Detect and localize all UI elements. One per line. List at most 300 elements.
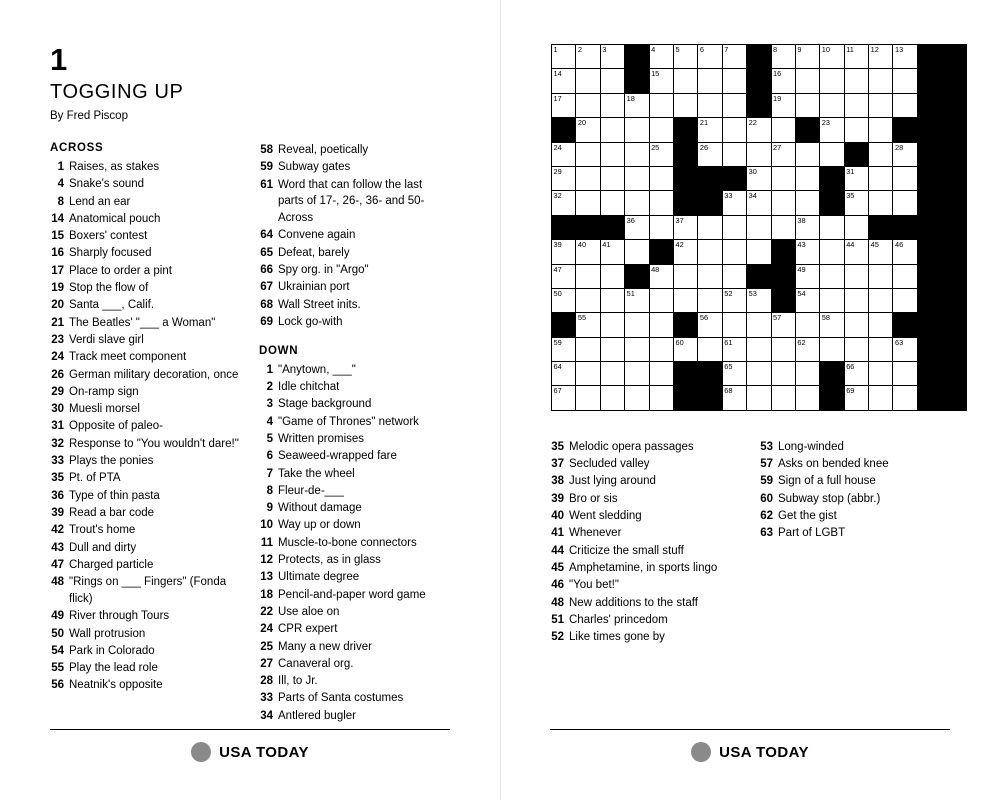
grid-cell[interactable]	[552, 69, 576, 93]
grid-cell[interactable]	[576, 118, 600, 142]
grid-cell[interactable]	[576, 240, 600, 264]
grid-cell[interactable]	[771, 313, 795, 337]
grid-cell[interactable]	[893, 362, 917, 386]
grid-cell[interactable]	[698, 118, 722, 142]
clue-number: 17	[51, 264, 64, 277]
grid-cell[interactable]	[722, 45, 746, 69]
grid-cell-number: 5	[675, 45, 680, 54]
usa-today-circle-icon	[691, 742, 711, 762]
clue-number: 61	[260, 178, 273, 191]
grid-cell[interactable]	[771, 118, 795, 142]
grid-cell-number: 4	[651, 45, 656, 54]
grid-cell[interactable]	[649, 118, 673, 142]
grid-cell[interactable]	[722, 264, 746, 288]
grid-cell[interactable]	[795, 240, 819, 264]
grid-cell[interactable]	[600, 337, 624, 361]
grid-cell[interactable]	[673, 215, 697, 239]
clue-text: Track meet component	[69, 351, 187, 364]
grid-cell[interactable]	[552, 337, 576, 361]
grid-cell[interactable]	[698, 240, 722, 264]
grid-cell-number: 61	[724, 337, 733, 347]
grid-cell[interactable]	[747, 191, 771, 215]
clue-item	[259, 466, 450, 483]
grid-row	[552, 191, 967, 215]
grid-cell[interactable]	[576, 362, 600, 386]
grid-cell[interactable]	[869, 69, 893, 93]
grid-cell[interactable]	[795, 191, 819, 215]
grid-cell[interactable]	[771, 191, 795, 215]
grid-cell[interactable]	[673, 69, 697, 93]
grid-cell[interactable]	[722, 69, 746, 93]
grid-cell[interactable]	[649, 264, 673, 288]
grid-cell-number: 3	[602, 45, 607, 54]
grid-cell[interactable]	[625, 118, 649, 142]
grid-cell-block	[698, 166, 722, 190]
clue-item	[50, 228, 241, 245]
grid-cell-block	[917, 288, 941, 312]
grid-cell-number: 64	[553, 362, 562, 372]
grid-cell[interactable]	[893, 45, 917, 69]
grid-cell-number: 6	[699, 45, 704, 54]
grid-cell-block	[917, 264, 941, 288]
grid-cell[interactable]	[771, 45, 795, 69]
clue-item	[50, 574, 241, 608]
grid-cell[interactable]	[795, 45, 819, 69]
grid-cell[interactable]	[820, 288, 844, 312]
grid-cell[interactable]	[600, 264, 624, 288]
grid-cell[interactable]	[698, 93, 722, 117]
grid-cell[interactable]	[576, 45, 600, 69]
grid-cell[interactable]	[771, 337, 795, 361]
clue-number: 3	[266, 398, 273, 411]
grid-cell[interactable]	[747, 288, 771, 312]
clue-text: Idle chitchat	[278, 381, 340, 394]
grid-cell[interactable]	[649, 313, 673, 337]
grid-cell[interactable]	[869, 386, 893, 410]
grid-cell[interactable]	[869, 93, 893, 117]
grid-cell[interactable]	[869, 362, 893, 386]
grid-cell[interactable]	[649, 69, 673, 93]
grid-cell[interactable]	[600, 191, 624, 215]
grid-cell[interactable]	[649, 288, 673, 312]
grid-cell[interactable]	[795, 142, 819, 166]
grid-cell[interactable]	[747, 362, 771, 386]
grid-cell[interactable]	[698, 215, 722, 239]
grid-cell[interactable]	[747, 337, 771, 361]
grid-cell[interactable]	[722, 191, 746, 215]
grid-cell[interactable]	[893, 69, 917, 93]
grid-cell[interactable]	[795, 93, 819, 117]
grid-cell[interactable]	[771, 93, 795, 117]
clue-text: Asks on bended knee	[778, 458, 889, 471]
grid-cell[interactable]	[820, 45, 844, 69]
clue-item	[259, 517, 450, 534]
clue-text: Word that can follow the last parts of 17-, 26-, 36- and 50-Across	[278, 178, 425, 225]
clue-item	[550, 543, 741, 560]
grid-cell[interactable]	[893, 288, 917, 312]
clue-text: Secluded valley	[569, 458, 650, 471]
clue-text: Defeat, barely	[278, 246, 350, 259]
grid-cell[interactable]	[552, 240, 576, 264]
clue-number: 8	[266, 484, 273, 497]
grid-cell[interactable]	[698, 313, 722, 337]
grid-cell[interactable]	[893, 264, 917, 288]
grid-cell-number: 58	[821, 313, 831, 323]
clue-number: 39	[51, 506, 64, 519]
grid-cell[interactable]	[576, 337, 600, 361]
grid-cell[interactable]	[869, 288, 893, 312]
grid-cell[interactable]	[844, 215, 868, 239]
grid-cell[interactable]	[552, 191, 576, 215]
clue-item	[259, 379, 450, 396]
grid-cell[interactable]	[600, 166, 624, 190]
grid-cell[interactable]	[820, 313, 844, 337]
grid-cell[interactable]	[869, 264, 893, 288]
clue-text: Response to "You wouldn't dare!"	[69, 437, 239, 450]
grid-cell[interactable]	[698, 142, 722, 166]
grid-cell[interactable]	[673, 93, 697, 117]
grid-cell[interactable]	[552, 362, 576, 386]
grid-cell[interactable]	[893, 191, 917, 215]
grid-cell[interactable]	[820, 264, 844, 288]
grid-cell[interactable]	[795, 215, 819, 239]
grid-cell-number: 51	[626, 288, 635, 298]
grid-cell[interactable]	[893, 386, 917, 410]
clue-text: Read a bar code	[69, 506, 155, 519]
grid-cell[interactable]	[844, 264, 868, 288]
grid-cell[interactable]	[552, 166, 576, 190]
clue-number: 43	[51, 541, 64, 554]
clue-number: 42	[51, 524, 64, 537]
clue-text: Convene again	[278, 229, 356, 242]
clue-text: Opposite of paleo-	[69, 420, 163, 433]
grid-cell[interactable]	[747, 386, 771, 410]
clue-text: Subway stop (abbr.)	[778, 492, 881, 505]
grid-cell-number: 36	[626, 215, 635, 225]
grid-cell[interactable]	[844, 386, 868, 410]
grid-cell[interactable]	[820, 93, 844, 117]
grid-cell[interactable]	[869, 142, 893, 166]
grid-cell[interactable]	[600, 362, 624, 386]
grid-cell[interactable]	[600, 142, 624, 166]
grid-cell[interactable]	[649, 386, 673, 410]
grid-cell[interactable]	[722, 118, 746, 142]
grid-cell[interactable]	[722, 93, 746, 117]
grid-row	[552, 313, 967, 337]
clue-text: Wall protrusion	[69, 627, 146, 640]
grid-cell[interactable]	[893, 166, 917, 190]
grid-cell[interactable]	[600, 386, 624, 410]
grid-cell[interactable]	[576, 166, 600, 190]
grid-cell[interactable]	[820, 337, 844, 361]
grid-cell-block	[747, 45, 771, 69]
clue-number: 10	[260, 519, 273, 532]
grid-cell[interactable]	[552, 288, 576, 312]
grid-cell[interactable]	[820, 240, 844, 264]
grid-cell[interactable]	[552, 142, 576, 166]
grid-cell[interactable]	[844, 362, 868, 386]
grid-cell[interactable]	[576, 191, 600, 215]
grid-cell[interactable]	[795, 264, 819, 288]
grid-cell[interactable]	[625, 191, 649, 215]
grid-cell[interactable]	[747, 142, 771, 166]
grid-cell[interactable]	[771, 386, 795, 410]
clue-number: 30	[51, 403, 64, 416]
grid-cell-number: 25	[651, 142, 660, 152]
grid-cell-number: 21	[699, 118, 709, 128]
clue-number: 33	[260, 692, 273, 705]
clue-item	[50, 505, 241, 522]
grid-cell[interactable]	[649, 166, 673, 190]
clue-number: 21	[51, 316, 64, 329]
grid-cell[interactable]	[869, 118, 893, 142]
grid-cell-number: 30	[748, 166, 757, 176]
clue-item	[50, 608, 241, 625]
grid-cell[interactable]	[600, 118, 624, 142]
grid-cell[interactable]	[576, 142, 600, 166]
grid-cell-number: 50	[553, 288, 562, 298]
clue-item	[259, 673, 450, 690]
grid-cell[interactable]	[771, 142, 795, 166]
grid-cell-number: 8	[773, 45, 778, 54]
grid-cell[interactable]	[722, 142, 746, 166]
clue-text: Stage background	[278, 398, 372, 411]
clue-number: 51	[551, 613, 564, 626]
grid-cell[interactable]	[649, 45, 673, 69]
grid-cell[interactable]	[625, 93, 649, 117]
grid-cell[interactable]	[893, 337, 917, 361]
clue-text: River through Tours	[69, 610, 170, 623]
grid-cell[interactable]	[722, 337, 746, 361]
grid-cell[interactable]	[600, 288, 624, 312]
grid-cell[interactable]	[844, 337, 868, 361]
grid-cell-number: 11	[846, 45, 854, 54]
grid-cell[interactable]	[844, 240, 868, 264]
grid-cell[interactable]	[649, 142, 673, 166]
usa-today-logo	[50, 742, 450, 762]
grid-cell[interactable]	[722, 386, 746, 410]
clue-number: 14	[51, 212, 64, 225]
grid-cell-block	[820, 386, 844, 410]
grid-cell[interactable]	[869, 45, 893, 69]
grid-cell[interactable]	[820, 215, 844, 239]
grid-cell[interactable]	[576, 93, 600, 117]
grid-cell[interactable]	[844, 288, 868, 312]
grid-cell[interactable]	[771, 362, 795, 386]
clue-item	[550, 595, 741, 612]
grid-cell-block	[552, 313, 576, 337]
grid-cell[interactable]	[844, 93, 868, 117]
grid-cell[interactable]	[869, 313, 893, 337]
clue-text: Canaveral org.	[278, 657, 354, 670]
grid-cell[interactable]	[576, 69, 600, 93]
grid-cell[interactable]	[771, 166, 795, 190]
grid-row	[552, 337, 967, 361]
grid-cell-number: 38	[797, 215, 806, 225]
grid-cell[interactable]	[795, 166, 819, 190]
grid-cell[interactable]	[795, 69, 819, 93]
clue-number: 39	[551, 492, 564, 505]
grid-cell[interactable]	[722, 362, 746, 386]
grid-cell[interactable]	[625, 313, 649, 337]
grid-cell[interactable]	[673, 264, 697, 288]
grid-cell[interactable]	[747, 240, 771, 264]
grid-cell[interactable]	[893, 240, 917, 264]
grid-cell[interactable]	[722, 215, 746, 239]
clue-item	[50, 176, 241, 193]
grid-cell[interactable]	[552, 264, 576, 288]
grid-cell[interactable]	[600, 45, 624, 69]
grid-cell-block	[673, 362, 697, 386]
grid-cell[interactable]	[698, 264, 722, 288]
grid-cell[interactable]	[747, 118, 771, 142]
grid-cell-number: 7	[724, 45, 729, 54]
grid-cell[interactable]	[673, 288, 697, 312]
grid-cell[interactable]	[600, 93, 624, 117]
clue-item	[550, 525, 741, 542]
grid-cell[interactable]	[820, 142, 844, 166]
clue-number: 35	[551, 440, 564, 453]
grid-cell[interactable]	[722, 240, 746, 264]
grid-cell[interactable]	[747, 166, 771, 190]
down-clue-list-part1	[259, 362, 450, 725]
grid-cell[interactable]	[552, 93, 576, 117]
grid-cell[interactable]	[795, 362, 819, 386]
clue-number: 20	[51, 299, 64, 312]
clue-number: 68	[260, 298, 273, 311]
grid-cell[interactable]	[795, 386, 819, 410]
grid-cell[interactable]	[698, 45, 722, 69]
grid-cell[interactable]	[649, 215, 673, 239]
clue-text: Went sledding	[569, 510, 642, 523]
clue-number: 28	[260, 675, 273, 688]
grid-cell-block	[649, 240, 673, 264]
grid-cell[interactable]	[844, 45, 868, 69]
down-heading: DOWN	[259, 344, 299, 357]
clue-item	[550, 612, 741, 629]
grid-cell[interactable]	[600, 313, 624, 337]
clue-item	[259, 396, 450, 413]
grid-cell[interactable]	[625, 215, 649, 239]
grid-cell-number: 67	[553, 386, 562, 396]
grid-cell[interactable]	[844, 191, 868, 215]
grid-cell[interactable]	[771, 69, 795, 93]
grid-cell-block	[820, 362, 844, 386]
clue-number: 62	[760, 510, 773, 523]
grid-cell[interactable]	[771, 215, 795, 239]
grid-cell[interactable]	[649, 362, 673, 386]
grid-cell-block	[942, 215, 966, 239]
grid-cell[interactable]	[576, 288, 600, 312]
grid-cell[interactable]	[844, 69, 868, 93]
clue-item	[50, 280, 241, 297]
clue-text: Seaweed-wrapped fare	[278, 450, 397, 463]
grid-cell-number: 10	[821, 45, 831, 54]
grid-cell[interactable]	[747, 215, 771, 239]
grid-cell[interactable]	[673, 337, 697, 361]
clue-item	[759, 508, 950, 525]
grid-cell[interactable]	[869, 191, 893, 215]
clue-text: Park in Colorado	[69, 644, 155, 657]
grid-cell[interactable]	[844, 118, 868, 142]
grid-cell[interactable]	[722, 288, 746, 312]
grid-cell[interactable]	[893, 142, 917, 166]
grid-row	[552, 45, 967, 69]
grid-cell[interactable]	[576, 264, 600, 288]
grid-cell[interactable]	[820, 118, 844, 142]
grid-cell[interactable]	[625, 386, 649, 410]
clue-number: 35	[51, 472, 64, 485]
grid-cell[interactable]	[698, 337, 722, 361]
grid-cell[interactable]	[795, 313, 819, 337]
grid-cell[interactable]	[844, 313, 868, 337]
grid-cell[interactable]	[649, 191, 673, 215]
grid-cell[interactable]	[673, 45, 697, 69]
grid-cell-block	[942, 313, 966, 337]
grid-cell[interactable]	[820, 69, 844, 93]
clue-item	[550, 629, 741, 646]
clue-number: 33	[51, 455, 64, 468]
grid-cell[interactable]	[600, 240, 624, 264]
grid-cell[interactable]	[552, 386, 576, 410]
clue-number: 32	[51, 437, 64, 450]
clue-number: 47	[51, 558, 64, 571]
grid-cell[interactable]	[576, 386, 600, 410]
clue-text: Get the gist	[778, 510, 837, 523]
grid-cell[interactable]	[625, 166, 649, 190]
clue-text: Plays the ponies	[69, 455, 154, 468]
grid-cell[interactable]	[552, 45, 576, 69]
grid-cell[interactable]	[698, 288, 722, 312]
grid-cell[interactable]	[625, 142, 649, 166]
grid-cell[interactable]	[698, 69, 722, 93]
clue-number: 29	[51, 385, 64, 398]
grid-cell-number: 23	[821, 118, 831, 128]
grid-cell-number: 46	[894, 240, 904, 250]
clue-number: 49	[51, 610, 64, 623]
grid-cell[interactable]	[795, 337, 819, 361]
grid-cell[interactable]	[673, 240, 697, 264]
grid-cell[interactable]	[625, 362, 649, 386]
grid-cell[interactable]	[747, 313, 771, 337]
grid-cell[interactable]	[649, 337, 673, 361]
grid-row	[552, 362, 967, 386]
grid-cell[interactable]	[869, 166, 893, 190]
grid-cell[interactable]	[844, 166, 868, 190]
grid-cell[interactable]	[869, 240, 893, 264]
grid-cell[interactable]	[600, 69, 624, 93]
grid-cell-block	[673, 142, 697, 166]
grid-cell[interactable]	[625, 240, 649, 264]
grid-cell[interactable]	[869, 337, 893, 361]
clue-number: 9	[266, 502, 273, 515]
across-heading: ACROSS	[50, 142, 104, 154]
grid-cell-block	[552, 118, 576, 142]
grid-cell[interactable]	[576, 313, 600, 337]
clue-item	[259, 690, 450, 707]
grid-cell[interactable]	[649, 93, 673, 117]
grid-cell[interactable]	[625, 288, 649, 312]
crossword-grid[interactable]	[551, 44, 967, 411]
clue-text: Pt. of PTA	[69, 472, 121, 485]
grid-cell[interactable]	[625, 337, 649, 361]
grid-cell[interactable]	[795, 288, 819, 312]
grid-cell[interactable]	[893, 93, 917, 117]
clue-number: 36	[51, 489, 64, 502]
clue-number: 50	[51, 627, 64, 640]
grid-cell-number: 22	[748, 118, 757, 128]
grid-cell[interactable]	[722, 313, 746, 337]
